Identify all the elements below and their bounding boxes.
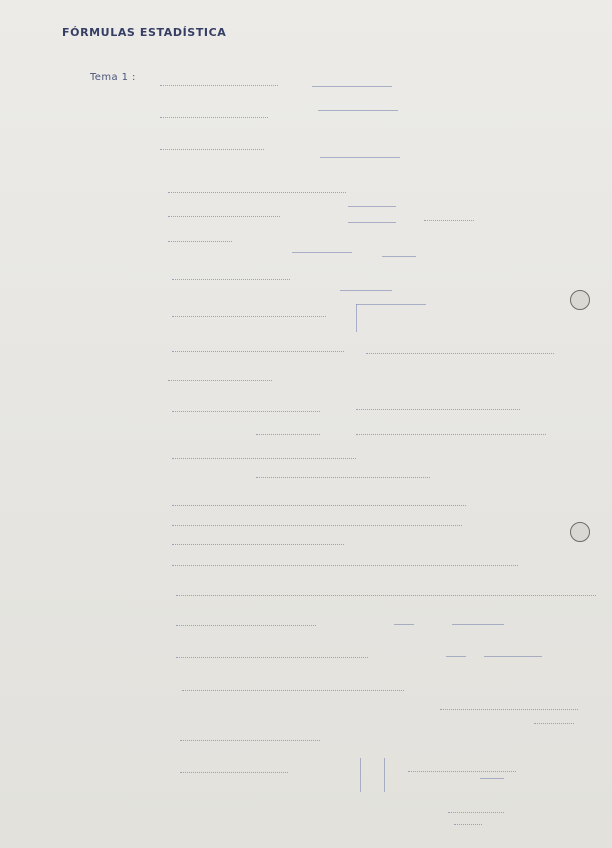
- formula-expression: [440, 700, 578, 710]
- formula-line-media-aritmetica: [160, 76, 278, 86]
- root-bar: [348, 206, 396, 207]
- fraction-bar: [446, 656, 466, 657]
- formula-expression: [356, 402, 520, 410]
- fraction-bar: [340, 290, 392, 291]
- formula-expression: [356, 427, 546, 435]
- section-heading-datos-multivariantes: [180, 731, 320, 741]
- formula-line-limite-inferior: [172, 516, 462, 526]
- section-label-tema-1: Tema 1 :: [90, 72, 136, 83]
- formula-line-momentos-media: [176, 586, 596, 596]
- annotation-mark: [424, 213, 474, 221]
- formula-expression: [408, 764, 516, 772]
- formula-line-cuartiles-2: [256, 468, 430, 478]
- fraction-bar: [452, 624, 504, 625]
- formula-line-limite-superior: [172, 496, 466, 506]
- root-bar: [356, 304, 426, 305]
- punch-hole-bottom: [570, 522, 590, 542]
- fraction-bar: [394, 624, 414, 625]
- formula-line-mediana: [172, 402, 320, 412]
- formula-line-media-armonica: [160, 140, 264, 150]
- formula-line-media-de-datos: [168, 183, 346, 193]
- formula-line-mediana-par: [256, 425, 320, 435]
- formula-line-varianza-muestral: [172, 270, 290, 280]
- fraction-bar: [484, 656, 542, 657]
- fraction-bar: [382, 256, 416, 257]
- annotation-mark: [448, 806, 504, 813]
- formula-line-coeficiente-asimetria: [176, 616, 316, 626]
- formula-line-desviacion: [168, 207, 280, 217]
- formula-line-momentos-origen: [172, 556, 518, 566]
- fraction-bar: [292, 252, 352, 253]
- formula-line-varianza: [168, 232, 232, 242]
- formula-line-coeficiente-apuntamiento: [176, 648, 368, 658]
- fraction-bar: [480, 778, 504, 779]
- formula-line-media-geometrica: [160, 108, 268, 118]
- root-bar: [318, 110, 398, 111]
- fraction-bar: [320, 157, 400, 158]
- formula-line-sumatorio: [168, 371, 272, 381]
- fraction-bar: [348, 222, 396, 223]
- formula-line-rango-intercuartilico: [172, 535, 344, 545]
- annotation-mark: [454, 818, 482, 825]
- formula-line-desigualdad-chebyshev: [172, 342, 344, 352]
- formula-line-desviacion-tipica: [172, 307, 326, 317]
- vector-bracket-right: [384, 758, 385, 792]
- formula-line-transformacion-lineal: [182, 681, 404, 691]
- punch-hole-top: [570, 290, 590, 310]
- formula-expression: [366, 346, 554, 354]
- formula-expression: [534, 716, 574, 724]
- fraction-bar: [312, 86, 392, 87]
- root-sign: [356, 304, 357, 332]
- formula-line-vector-medias: [180, 763, 288, 773]
- formula-line-cuartiles: [172, 449, 356, 459]
- page-title: FÓRMULAS ESTADÍSTICA: [62, 26, 227, 39]
- vector-bracket-left: [360, 758, 361, 792]
